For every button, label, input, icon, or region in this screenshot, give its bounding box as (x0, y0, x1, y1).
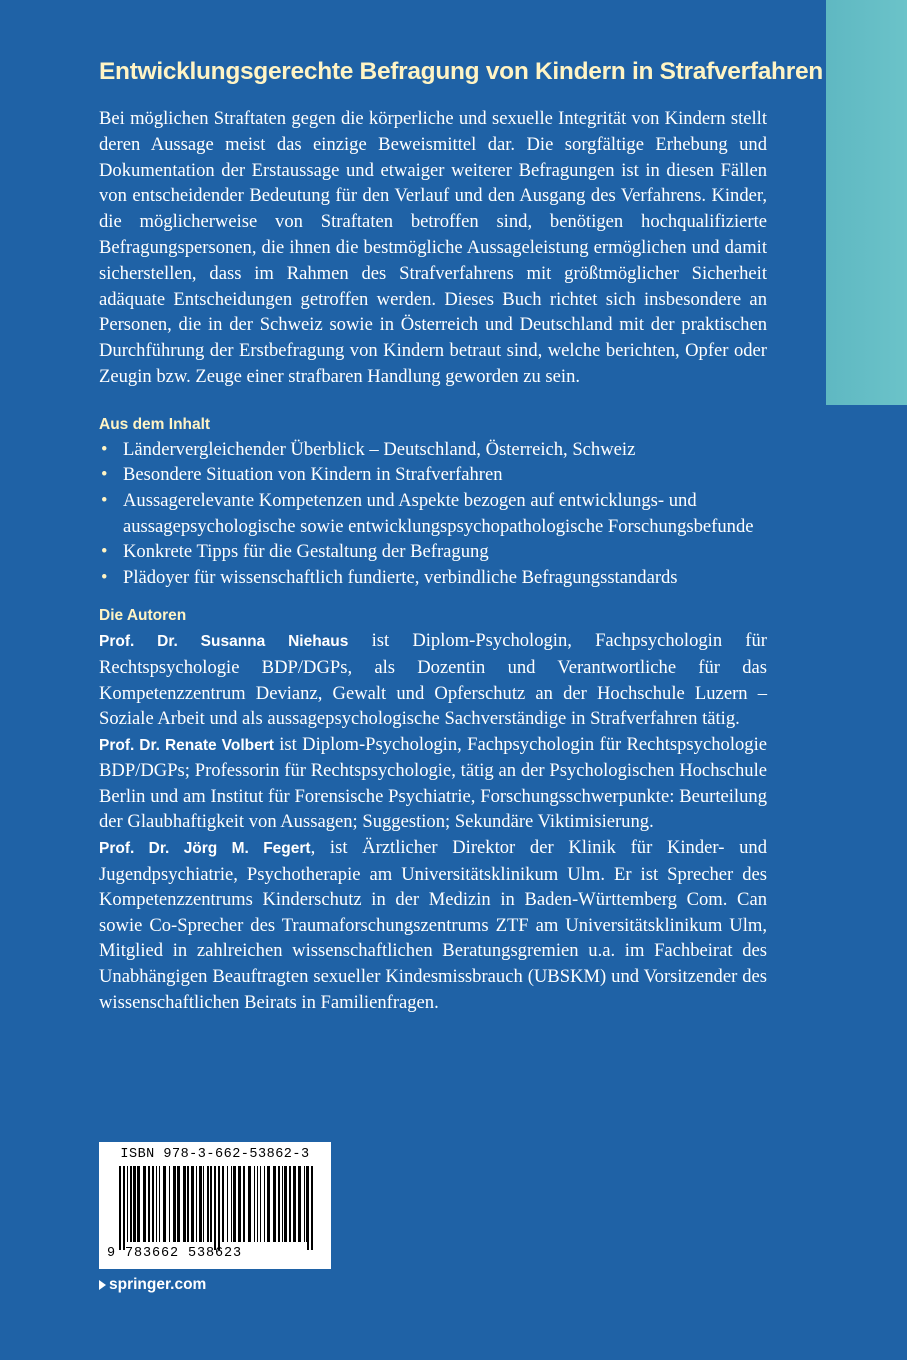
barcode-bar (260, 1166, 261, 1242)
contents-item: • Besondere Situation von Kindern in Strafverfahren (99, 462, 767, 488)
barcode-bar (267, 1166, 270, 1242)
contents-item: • Plädoyer für wissenschaftlich fundierte, verbindliche Befragungsstandards (99, 565, 767, 591)
barcode-bar (152, 1166, 154, 1242)
barcode-bar (282, 1166, 283, 1242)
isbn-barcode-box (99, 1142, 331, 1269)
publisher-link[interactable] (99, 1276, 206, 1294)
author-bio-volbert (99, 732, 767, 835)
author-bio-text: , ist Ärztlicher Direktor der Klinik für Kinder- und Jugendpsychiatrie, Psychotherapie am Universitätsklinikum Ulm. Er ist Sprecher des Kompetenzzentrums Kinderschutz in der Medizin in Baden-Württemberg Com. Can sowie Co-Sprecher des Traumaforschungszentrums ZTF am Universitätsklinikum Ulm, Mitglied in zahlreichen wissenschaftlichen Beratungsgremien u.a. im Fachbeirat des Unabhängigen Beauftragten sexueller Kindesmissbrauch (UBSKM) und Vorsitzender des wissenschaftlichen Beirats in Familienfragen. (99, 837, 767, 1013)
barcode-bar (199, 1166, 202, 1242)
barcode-bar (222, 1166, 224, 1242)
book-title: Entwicklungsgerechte Befragung von Kindern in Strafverfahren (99, 58, 823, 85)
barcode-bar (137, 1166, 140, 1242)
barcode-bar (203, 1166, 204, 1242)
author-bio-fegert (99, 835, 767, 1015)
barcode-bar (177, 1166, 180, 1242)
barcode-bar (248, 1166, 251, 1242)
barcode-bar (119, 1166, 121, 1250)
barcode-bar (307, 1166, 309, 1250)
barcode-bar (289, 1166, 291, 1242)
barcode-bar (298, 1166, 301, 1242)
barcode-bar (214, 1166, 216, 1250)
barcode-bar (130, 1166, 132, 1242)
barcode-bar (293, 1166, 296, 1242)
isbn-label: ISBN 978-3-662-53862-3 (120, 1147, 310, 1162)
author-name: Prof. Dr. Jörg M. Fegert (99, 840, 311, 858)
authors-heading: Die Autoren (99, 607, 187, 625)
contents-list (99, 437, 767, 591)
author-bio-niehaus (99, 628, 767, 731)
barcode-bar (156, 1166, 157, 1242)
barcode-bar (143, 1166, 146, 1242)
barcode-bar (196, 1166, 197, 1242)
contents-item: • Aussagerelevante Kompetenzen und Aspekte bezogen auf entwicklungs- und aussagepsychologische sowie entwicklungspsychopathologische Forschungsbefunde (101, 489, 754, 537)
barcode-bar (169, 1166, 170, 1242)
bullet-icon: • (101, 541, 108, 563)
barcode-bar (123, 1166, 125, 1250)
barcode-bar (264, 1166, 265, 1242)
teal-edge-tab (826, 0, 907, 405)
barcode-bar (159, 1166, 160, 1242)
barcode-icon (119, 1166, 315, 1250)
barcode-bar (163, 1166, 166, 1242)
barcode-bar (311, 1166, 313, 1250)
bullet-icon: • (101, 438, 108, 460)
barcode-bar (278, 1166, 280, 1242)
barcode-bar (127, 1166, 128, 1242)
bullet-icon: • (101, 566, 108, 588)
barcode-bar (207, 1166, 209, 1242)
contents-item: • Konkrete Tipps für die Gestaltung der Befragung (99, 539, 767, 565)
bullet-icon: • (101, 464, 108, 486)
isbn-digits: 9 783662 538623 (107, 1246, 243, 1261)
barcode-bar (304, 1166, 305, 1242)
barcode-bar (233, 1166, 236, 1242)
contents-item: • Ländervergleichender Überblick – Deutschland, Österreich, Schweiz (99, 437, 767, 463)
barcode-bar (210, 1166, 212, 1242)
barcode-bar (284, 1166, 287, 1242)
barcode-bar (243, 1166, 245, 1242)
barcode-bar (238, 1166, 241, 1242)
contents-heading: Aus dem Inhalt (99, 415, 211, 433)
arrow-right-icon (99, 1280, 106, 1290)
barcode-bar (227, 1166, 228, 1242)
barcode-bar (257, 1166, 258, 1242)
barcode-bar (173, 1166, 176, 1242)
barcode-bar (231, 1166, 232, 1242)
publisher-link-text: springer.com (109, 1276, 207, 1293)
barcode-bar (273, 1166, 276, 1242)
book-description: Bei möglichen Straftaten gegen die körperliche und sexuelle Integrität von Kindern stellt deren Aussage meist das einzige Beweismittel dar. Die sorgfältige Erhebung und Dokumentation der Erstaussage und etwaiger weiterer Befragungen ist in diesen Fällen von entscheidender Bedeutung für den Verlauf und den Ausgang des Verfahrens. Kinder, die möglicherweise von Straftaten betroffen sind, benötigen hochqualifizierte Befragungspersonen, die ihnen die bestmögliche Aussageleistung ermöglichen und damit sicherstellen, dass im Rahmen des Strafverfahrens mit größtmöglicher Sicherheit adäquate Entscheidungen getroffen werden. Dieses Buch richtet sich insbesondere an Personen, die in der Schweiz sowie in Österreich und Deutschland mit der praktischen Durchführung der Erstbefragung von Kindern betraut sind, welche berichten, Opfer oder Zeugin bzw. Zeuge einer strafbaren Handlung geworden zu sein. (99, 108, 767, 387)
barcode-bar (148, 1166, 150, 1242)
barcode-bar (191, 1166, 194, 1242)
barcode-bar (133, 1166, 136, 1242)
back-cover-content (99, 58, 823, 1015)
author-name: Prof. Dr. Renate Volbert (99, 736, 274, 754)
author-bio-text: ist Diplom-Psychologin, Fachpsychologin für Rechtspsychologie BDP/DGPs; Professorin für Rechtspsychologie, tätig an der Psychologischen Hochschule Berlin und am Institut für Forensische Psychiatrie, Forschungsschwerpunkte: Beurteilung der Glaubhaftigkeit von Aussagen; Suggestion; Sekundäre Viktimisierung. (99, 733, 767, 833)
barcode-bar (187, 1166, 189, 1242)
barcode-bar (218, 1166, 220, 1250)
author-name: Prof. Dr. Susanna Niehaus (99, 633, 349, 651)
barcode-bar (183, 1166, 186, 1242)
barcode-bar (254, 1166, 255, 1242)
bullet-icon: • (101, 489, 108, 511)
author-bio-text: ist Diplom-Psychologin, Fachpsychologin für Rechtspsychologie BDP/DGPs, als Dozentin und Verantwortliche für das Kompetenzzentrum Devianz, Gewalt und Opferschutz an der Hochschule Luzern – Soziale Arbeit und als aussagepsychologische Sachverständige in Strafverfahren tätig. (99, 630, 767, 730)
